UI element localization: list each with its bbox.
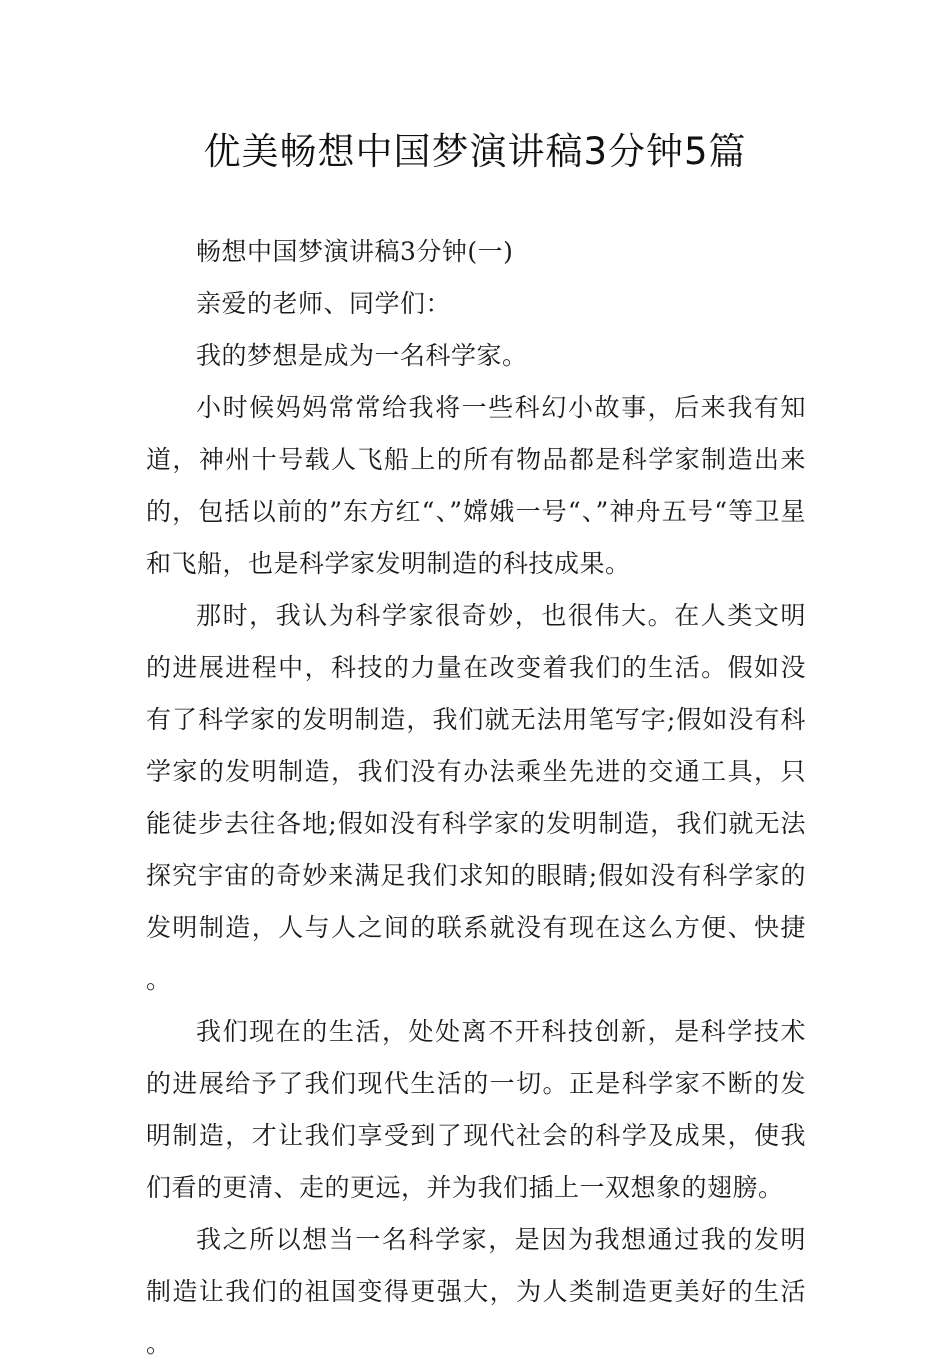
document-body [146,226,806,1370]
paragraph-5: 我之所以想当一名科学家，是因为我想通过我的发明制造让我们的祖国变得更强大，为人类制造更美好的生活。 [146,1225,806,1358]
paragraph-2: 小时候妈妈常常给我将一些科幻小故事，后来我有知道，神州十号载人飞船上的所有物品都是科学家制造出来的，包括以前的”东方红“、”嫦娥一号“、”神舟五号“等卫星和飞船，也是科学家发明制造的科技成果。 [146,393,806,578]
salutation: 亲爱的老师、同学们： [196,289,452,318]
paragraph-1: 我的梦想是成为一名科学家。 [196,341,528,370]
section-heading: 畅想中国梦演讲稿3分钟(一) [196,237,514,266]
paragraph-3: 那时，我认为科学家很奇妙，也很伟大。在人类文明的进展进程中，科技的力量在改变着我们的生活。假如没有了科学家的发明制造，我们就无法用笔写字;假如没有科学家的发明制造，我们没有办法乘坐先进的交通工具，只能徒步去往各地;假如没有科学家的发明制造，我们就无法探究宇宙的奇妙来满足我们求知的眼睛;假如没有科学家的发明制造，人与人之间的联系就没有现在这么方便、快捷。 [146,601,806,994]
document-title: 优美畅想中国梦演讲稿3分钟5篇 [203,130,747,173]
paragraph-4: 我们现在的生活，处处离不开科技创新，是科学技术的进展给予了我们现代生活的一切。正是科学家不断的发明制造，才让我们享受到了现代社会的科学及成果，使我们看的更清、走的更远，并为我们插上一双想象的翅膀。 [146,1017,806,1202]
